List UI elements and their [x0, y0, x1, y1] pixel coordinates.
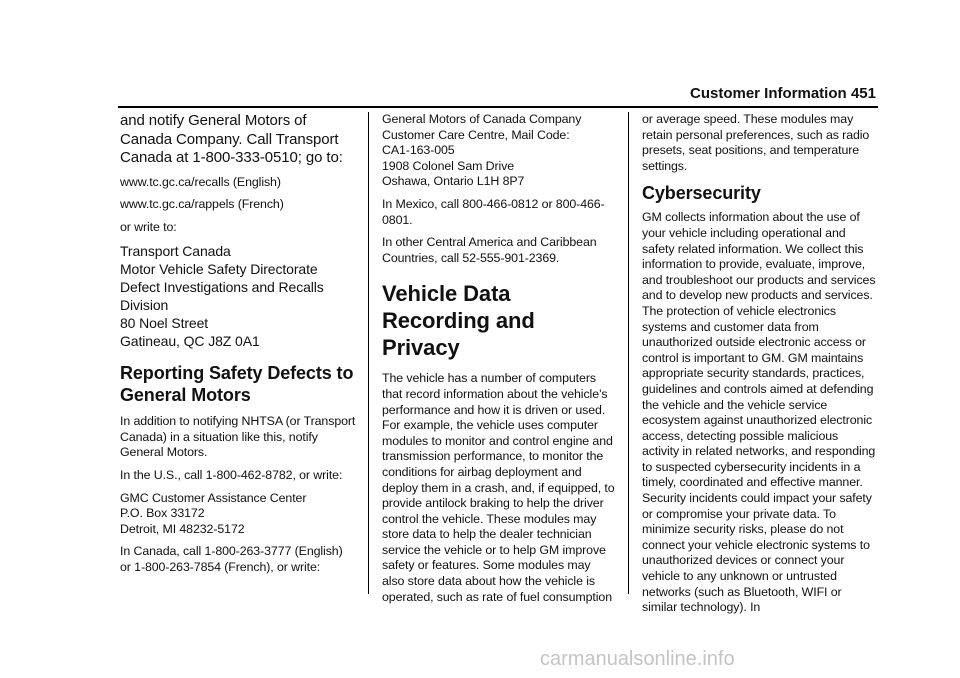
- header-rule: [118, 106, 878, 108]
- paragraph: In other Central America and Caribbean Countries, call 52-555-901-2369.: [382, 235, 597, 265]
- watermark: carmanualsonline.info: [540, 648, 735, 670]
- paragraph: In the U.S., call 1-800-462-8782, or write:: [120, 468, 343, 483]
- address-line: Detroit, MI 48232-5172: [120, 521, 245, 536]
- section-heading-cybersecurity: Cybersecurity: [642, 183, 761, 204]
- url-english[interactable]: www.tc.gc.ca/recalls (English): [120, 174, 281, 189]
- address-line: Customer Care Centre, Mail Code:: [382, 127, 570, 142]
- page-header: [690, 85, 876, 105]
- lead-paragraph: and notify General Motors of Canada Company. Call Transport Canada at 1-800-333-0510; go to:: [120, 112, 343, 166]
- address-line: Division: [120, 297, 169, 314]
- column-2: [382, 112, 616, 612]
- address-line: 80 Noel Street: [120, 315, 209, 332]
- url-french[interactable]: www.tc.gc.ca/rappels (French): [120, 197, 284, 212]
- address-line: Transport Canada: [120, 243, 231, 260]
- address-line: Motor Vehicle Safety Directorate: [120, 261, 318, 278]
- write-to: or write to:: [120, 219, 177, 234]
- section-heading-reporting: Reporting Safety Defects to General Motors: [120, 363, 354, 406]
- transport-canada-address: [120, 242, 356, 350]
- paragraph: or average speed. These modules may retain personal preferences, such as radio presets, seat positions, and temperature settings.: [642, 112, 870, 173]
- header-title: Customer Information: [690, 85, 847, 102]
- address-line: P.O. Box 33172: [120, 506, 205, 521]
- column-divider-1: [368, 112, 369, 594]
- column-3: [642, 112, 878, 623]
- address-line: Gatineau, QC J8Z 0A1: [120, 333, 260, 350]
- address-line: 1908 Colonel Sam Drive: [382, 158, 515, 173]
- address-line: Oshawa, Ontario L1H 8P7: [382, 174, 525, 189]
- address-line: CA1-163-005: [382, 143, 455, 158]
- paragraph: In Canada, call 1-800-263-3777 (English) or 1-800-263-7854 (French), or write:: [120, 544, 343, 575]
- paragraph: In addition to notifying NHTSA (or Transport Canada) in a situation like this, notify General Motors.: [120, 414, 356, 460]
- paragraph: The vehicle has a number of computers that record information about the vehicle’s performance and how it is driven or used. For example, the vehicle uses computer modules to monitor and control engine and transmission performance, to monitor the conditions for airbag deployment and deploy them in a crash, and, if equipped, to provide antilock braking to help the driver control the vehicle. These modules may store data to help the dealer technician service the vehicle or to help GM improve safety or features. Some modules may also store data about how the vehicle is operated, such as rate of fuel consumption: [382, 371, 615, 604]
- address-line: GMC Customer Assistance Center: [120, 490, 307, 505]
- paragraph: GM collects information about the use of your vehicle including operational and safety related information. We collect this information to provide, evaluate, improve, and troubleshoot our products and services and to develop new products and services. The protection of vehicle electronics systems and customer data from unauthorized outside electronic access or control is important to GM. GM maintains appropriate security standards, practices, guidelines and controls aimed at defending the vehicle and the vehicle service ecosystem against unauthorized electronic access, detecting possible malicious activity in related networks, and responding to suspected cybersecurity incidents in a timely, coordinated and effective manner. Security incidents could impact your safety or compromise your private data. To minimize security risks, please do not connect your vehicle electronic systems to unauthorized devices or connect your vehicle to any unknown or untrusted networks (such as Bluetooth, WIFI or similar technology). In: [642, 210, 876, 615]
- gmc-address: [120, 491, 356, 538]
- address-line: Defect Investigations and Recalls: [120, 279, 324, 296]
- page-number: 451: [850, 85, 876, 102]
- column-divider-2: [628, 112, 629, 594]
- column-1: [120, 112, 356, 583]
- section-heading-vehicle-data: Vehicle Data Recording and Privacy: [382, 281, 535, 361]
- paragraph: In Mexico, call 800-466-0812 or 800-466-0801.: [382, 196, 605, 227]
- gm-canada-address: [382, 112, 616, 190]
- address-line: General Motors of Canada Company: [382, 112, 582, 126]
